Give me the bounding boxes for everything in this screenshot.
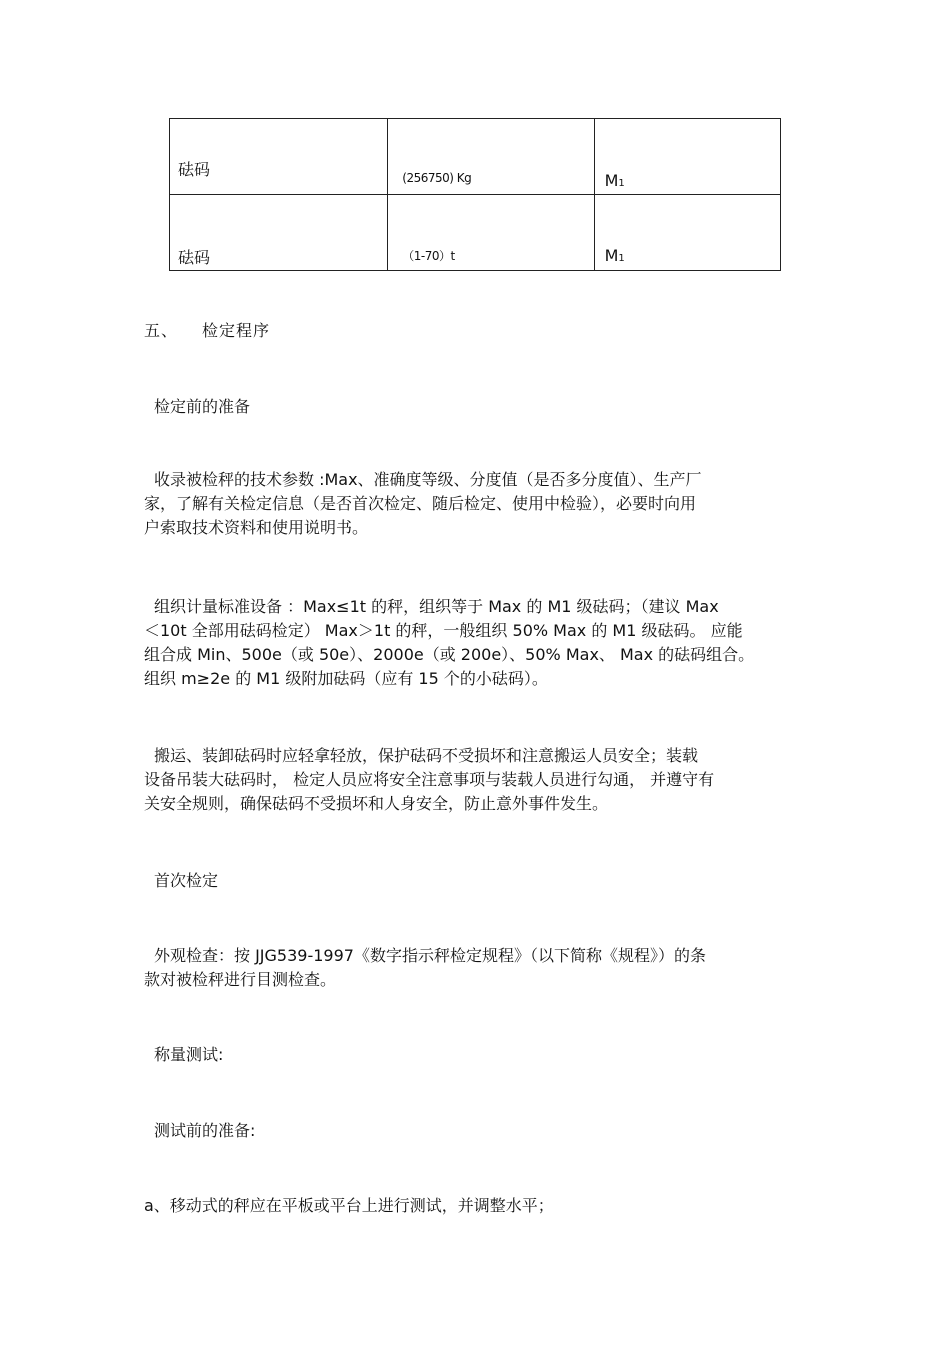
paragraph-line: 关安全规则，确保砝码不受损坏和人身安全，防止意外事件发生。: [144, 794, 609, 813]
table-row: [170, 195, 781, 271]
paragraph-line: 款对被检秤进行目测检查。: [144, 970, 337, 989]
paragraph-line: 家，了解有关检定信息（是否首次检定、随后检定、使用中检验），必要时向用: [144, 494, 697, 513]
paragraph-line: 组合成 Min、500e（或 50e）、2000e（或 200e）、50% Max、 Max 的砝码组合。: [144, 645, 755, 664]
paragraph-line: 设备吊装大砝码时， 检定人员应将安全注意事项与装载人员进行勾通， 并遵守有: [144, 770, 715, 789]
paragraph-line: 外观检查：按 JJG539-1997《数字指示秤检定规程》（以下简称《规程》）的条: [154, 946, 706, 965]
table-row: [170, 119, 781, 195]
table-cell-name: [170, 195, 388, 271]
table-cell-range: [388, 119, 594, 195]
table-cell-grade: [594, 119, 780, 195]
subheading-weighing-test: 称量测试:: [154, 1045, 224, 1064]
standard-weights-table: [169, 118, 781, 271]
paragraph-line: 组织 m≥2e 的 M1 级附加砝码（应有 15 个的小砝码）。: [144, 669, 548, 688]
section-number: 五、: [144, 321, 179, 340]
paragraph-line: 户索取技术资料和使用说明书。: [144, 518, 369, 537]
paragraph-standard-equipment: [144, 595, 812, 691]
paragraph-line: 收录被检秤的技术参数 :Max、准确度等级、分度值（是否多分度值）、生产厂: [154, 470, 702, 489]
weight-grade: M1: [604, 171, 625, 190]
weight-name: 砝码: [178, 248, 211, 267]
weight-range: （1-70）t: [402, 249, 455, 263]
weight-range: (256750) Kg: [402, 171, 472, 185]
paragraph-handling: [144, 744, 812, 816]
section-heading: [144, 319, 270, 343]
subheading-prep: 检定前的准备: [154, 397, 251, 416]
table-cell-name: [170, 119, 388, 195]
list-item-a: a、移动式的秤应在平板或平台上进行测试，并调整水平；: [144, 1196, 554, 1215]
table-cell-grade: [594, 195, 780, 271]
table-cell-range: [388, 195, 594, 271]
paragraph-line: 组织计量标准设备 ：Max≤1t 的秤，组织等于 Max 的 M1 级砝码；（建议 Max: [154, 597, 719, 616]
section-title: 检定程序: [202, 321, 271, 340]
subheading-test-prep: 测试前的准备:: [154, 1121, 256, 1140]
paragraph-line: ＜10t 全部用砝码检定） Max＞1t 的秤，一般组织 50% Max 的 M1 级砝码。 应能: [144, 621, 743, 640]
paragraph-tech-params: [144, 468, 812, 540]
paragraph-line: 搬运、装卸砝码时应轻拿轻放，保护砝码不受损坏和注意搬运人员安全；装载: [154, 746, 699, 765]
paragraph-visual-inspection: [144, 944, 812, 992]
weight-name: 砝码: [178, 160, 211, 179]
subheading-first-verification: 首次检定: [154, 871, 219, 890]
weight-grade: M1: [604, 246, 625, 265]
